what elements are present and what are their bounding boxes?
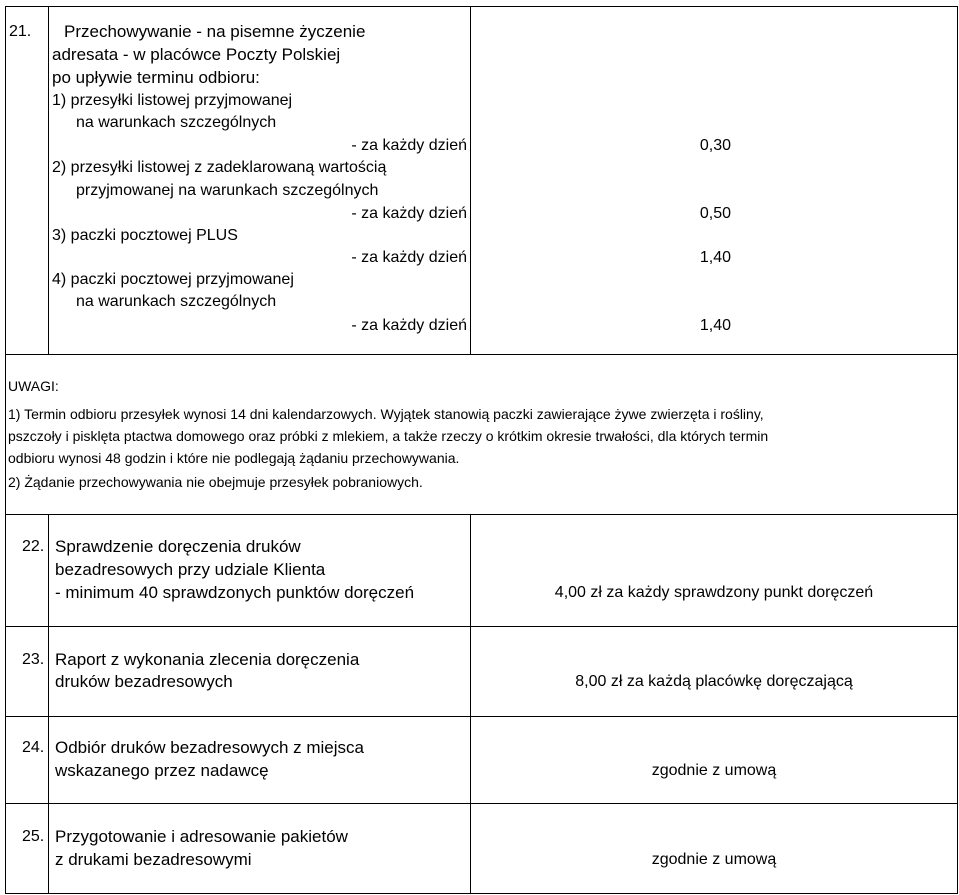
- note-line: odbioru wynosi 48 godzin i które nie podlegają żądaniu przechowywania.: [8, 450, 460, 466]
- service-description-line: przyjmowanej na warunkach szczególnych: [76, 182, 379, 199]
- column-divider: [48, 514, 49, 894]
- service-description-line: 1) przesyłki listowej przyjmowanej: [52, 92, 293, 109]
- row-number: 23.: [22, 651, 45, 668]
- service-description-line: 4) paczki pocztowej przyjmowanej: [52, 271, 294, 288]
- row-divider: [5, 803, 958, 804]
- row-number: 24.: [22, 739, 45, 756]
- row-number: 21.: [9, 23, 32, 40]
- service-description-line: po upływie terminu odbioru:: [52, 68, 260, 87]
- note-line: 2) Żądanie przechowywania nie obejmuje przesyłek pobraniowych.: [8, 474, 423, 490]
- service-description-line: Przechowywanie - na pisemne życzenie: [64, 22, 366, 41]
- table-border-top: [5, 6, 958, 7]
- row-divider: [5, 626, 958, 627]
- column-divider: [470, 6, 471, 354]
- service-description-line: 3) paczki pocztowej PLUS: [52, 227, 238, 244]
- row-divider: [5, 354, 958, 355]
- price-value: 0,30: [699, 137, 731, 154]
- row-divider: [5, 716, 958, 717]
- service-description-line: 2) przesyłki listowej z zadeklarowaną wartością: [52, 159, 387, 176]
- row-number: 22.: [22, 538, 45, 555]
- table-border-bottom: [5, 893, 958, 894]
- service-description-line: na warunkach szczególnych: [76, 293, 277, 310]
- note-line: 1) Termin odbioru przesyłek wynosi 14 dni kalendarzowych. Wyjątek stanowią paczki zawierające żywe zwierzęta i rośliny,: [8, 406, 764, 422]
- note-line: pszczoły i pisklęta ptactwa domowego oraz próbki z mlekiem, a także rzeczy o krótkim okresie trwałości, dla których termin: [8, 428, 769, 444]
- per-day-label: - za każdy dzień: [351, 249, 467, 266]
- price-value: 8,00 zł za każdą placówkę doręczającą: [575, 673, 853, 690]
- service-description-line: bezadresowych przy udziale Klienta: [55, 560, 326, 579]
- service-description-line: - minimum 40 sprawdzonych punktów doręczeń: [55, 583, 415, 602]
- price-value: 1,40: [699, 317, 731, 334]
- price-value: 4,00 zł za każdy sprawdzony punkt doręczeń: [554, 584, 874, 601]
- per-day-label: - za każdy dzień: [351, 205, 467, 222]
- row-number: 25.: [22, 828, 45, 845]
- row-divider: [5, 514, 958, 515]
- service-description-line: na warunkach szczególnych: [76, 114, 277, 131]
- notes-heading: UWAGI:: [8, 378, 59, 394]
- service-description-line: Odbiór druków bezadresowych z miejsca: [55, 738, 364, 757]
- table-border-right: [957, 6, 958, 894]
- service-description-line: z drukami bezadresowymi: [55, 850, 252, 869]
- price-value: 1,40: [699, 249, 731, 266]
- service-description-line: wskazanego przez nadawcę: [55, 761, 269, 780]
- table-border-left: [5, 6, 6, 894]
- per-day-label: - za każdy dzień: [351, 137, 467, 154]
- service-description-line: adresata - w placówce Poczty Polskiej: [52, 45, 341, 64]
- column-divider: [48, 6, 49, 354]
- service-description-line: Przygotowanie i adresowanie pakietów: [55, 827, 348, 846]
- price-value: zgodnie z umową: [651, 851, 777, 868]
- per-day-label: - za każdy dzień: [351, 317, 467, 334]
- service-description-line: Raport z wykonania zlecenia doręczenia: [55, 650, 360, 669]
- service-description-line: Sprawdzenie doręczenia druków: [55, 537, 301, 556]
- price-value: zgodnie z umową: [651, 762, 777, 779]
- service-description-line: druków bezadresowych: [55, 672, 233, 691]
- price-value: 0,50: [699, 205, 731, 222]
- column-divider: [470, 514, 471, 894]
